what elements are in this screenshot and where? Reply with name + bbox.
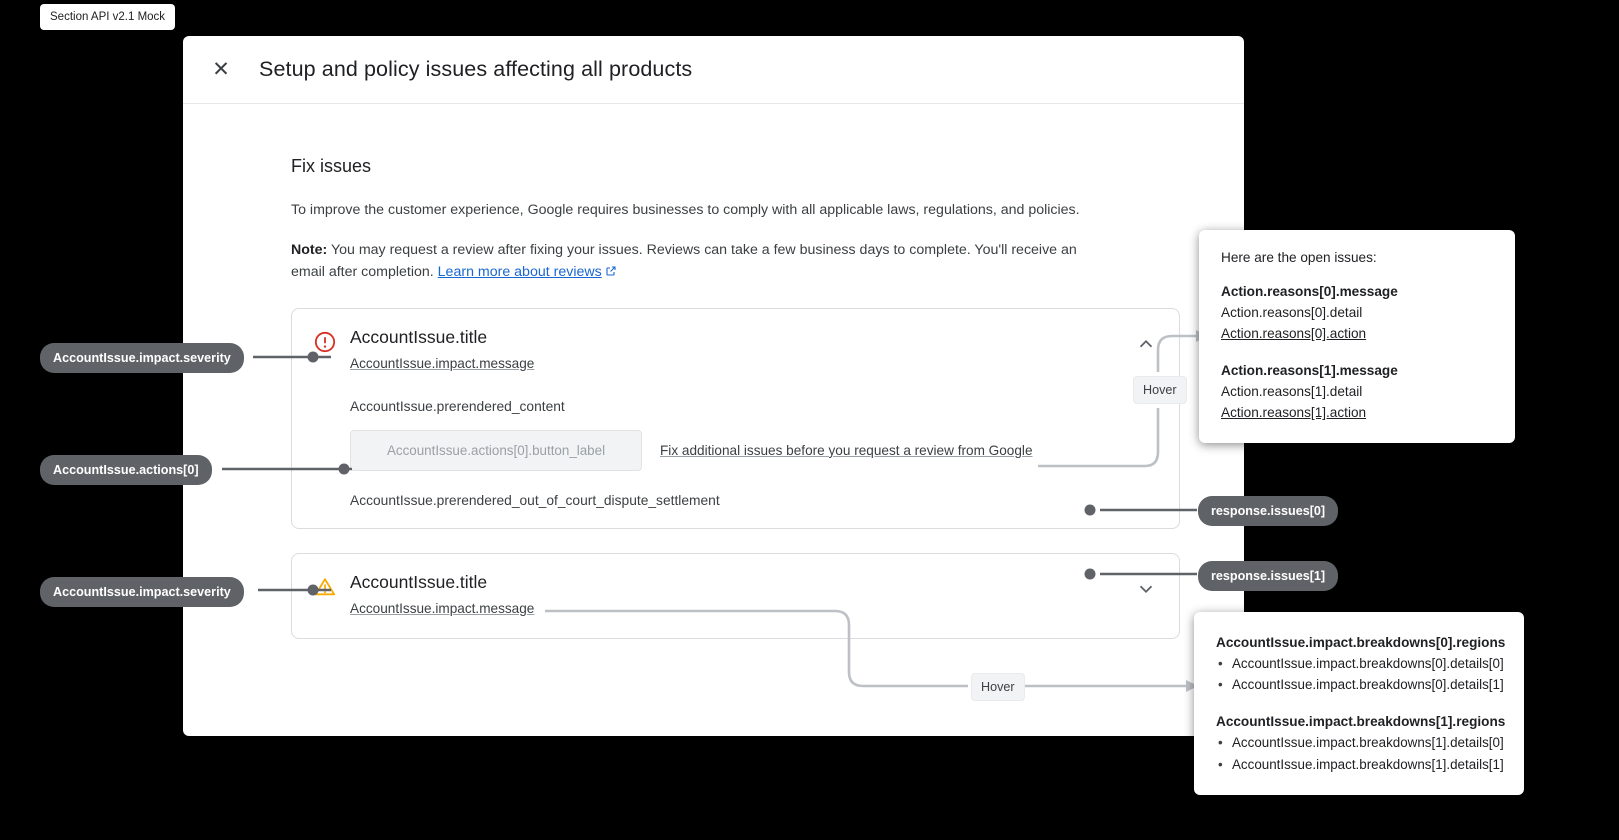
reason-detail: Action.reasons[0].detail [1221, 305, 1363, 321]
issue-action-button[interactable]: AccountIssue.actions[0].button_label [350, 430, 642, 471]
tooltip-impact-breakdowns [1194, 612, 1524, 795]
tooltip-breakdown-group [1216, 711, 1506, 774]
warning-triangle-icon [314, 576, 336, 598]
breakdown-regions: AccountIssue.impact.breakdowns[0].regions [1216, 635, 1506, 650]
breakdown-details-list [1216, 653, 1502, 695]
issue-title: AccountIssue.title [350, 571, 488, 592]
tooltip-open-issues [1199, 230, 1515, 443]
close-icon[interactable]: ✕ [201, 50, 241, 90]
hover-chip-breakdowns[interactable]: Hover [971, 673, 1025, 701]
dialog-body [183, 104, 1244, 639]
page-title: Setup and policy issues affecting all products [259, 57, 693, 81]
issue-text-block [350, 572, 1133, 618]
callout-response-issue-1: response.issues[1] [1198, 561, 1338, 591]
reason-detail: Action.reasons[1].detail [1221, 384, 1363, 400]
tooltip-breakdown-group [1216, 632, 1506, 695]
issue-prerendered-content: AccountIssue.prerendered_content [350, 398, 565, 414]
callout-response-issue-0: response.issues[0] [1198, 496, 1338, 526]
breakdown-details-list [1216, 732, 1502, 774]
issue-card[interactable] [291, 553, 1180, 639]
issues-dialog [183, 36, 1244, 736]
callout-severity-2: AccountIssue.impact.severity [40, 577, 244, 607]
issue-impact-message: AccountIssue.impact.message [350, 600, 535, 616]
issue-action-row [350, 430, 1159, 471]
reason-message: Action.reasons[1].message [1221, 363, 1398, 379]
breakdown-regions: AccountIssue.impact.breakdowns[1].regions [1216, 714, 1506, 730]
callout-severity-1: AccountIssue.impact.severity [40, 343, 244, 373]
note-paragraph [291, 239, 1103, 284]
reason-message: Action.reasons[0].message [1221, 284, 1398, 299]
issue-action-note: Fix additional issues before you request a review from Google [660, 442, 1033, 458]
tooltip-lead: Here are the open issues: [1221, 250, 1377, 265]
chevron-up-icon[interactable] [1133, 331, 1159, 357]
list-item: • AccountIssue.impact.breakdowns[0].details[1] [1216, 674, 1502, 695]
learn-more-link[interactable]: Learn more about reviews [437, 264, 602, 280]
issue-header [314, 572, 1159, 618]
reason-action-link[interactable]: Action.reasons[0].action [1221, 326, 1367, 342]
chevron-down-icon[interactable] [1133, 576, 1159, 602]
intro-paragraph: To improve the customer experience, Google requires businesses to comply with all applicable laws, regulations, and policies. [291, 202, 1080, 218]
issue-impact-message: AccountIssue.impact.message [350, 355, 535, 371]
issue-prerendered-settlement: AccountIssue.prerendered_out_of_court_dispute_settlement [350, 492, 720, 508]
mock-version-tag: Section API v2.1 Mock [40, 4, 175, 30]
issue-card[interactable] [291, 308, 1180, 529]
external-link-icon [605, 262, 617, 284]
issue-text-block [350, 327, 1133, 373]
list-item: • AccountIssue.impact.breakdowns[1].details[0] [1216, 732, 1502, 753]
error-circle-icon [314, 331, 336, 353]
note-label: Note: [291, 242, 328, 258]
tooltip-reason-group [1221, 281, 1493, 344]
reason-action-link[interactable]: Action.reasons[1].action [1221, 405, 1367, 421]
list-item: • AccountIssue.impact.breakdowns[1].details[1] [1216, 754, 1502, 775]
issue-header [314, 327, 1159, 373]
tooltip-reason-group [1221, 360, 1493, 423]
issue-title: AccountIssue.title [350, 327, 488, 347]
dialog-header [183, 36, 1244, 104]
note-text: You may request a review after fixing your issues. Reviews can take a few business days to complete. You'll receive an email after completion. [291, 242, 1077, 280]
hover-chip-reasons[interactable]: Hover [1133, 376, 1187, 404]
list-item: • AccountIssue.impact.breakdowns[0].details[0] [1216, 653, 1502, 674]
callout-actions-0: AccountIssue.actions[0] [40, 455, 212, 485]
section-title: Fix issues [291, 156, 372, 176]
